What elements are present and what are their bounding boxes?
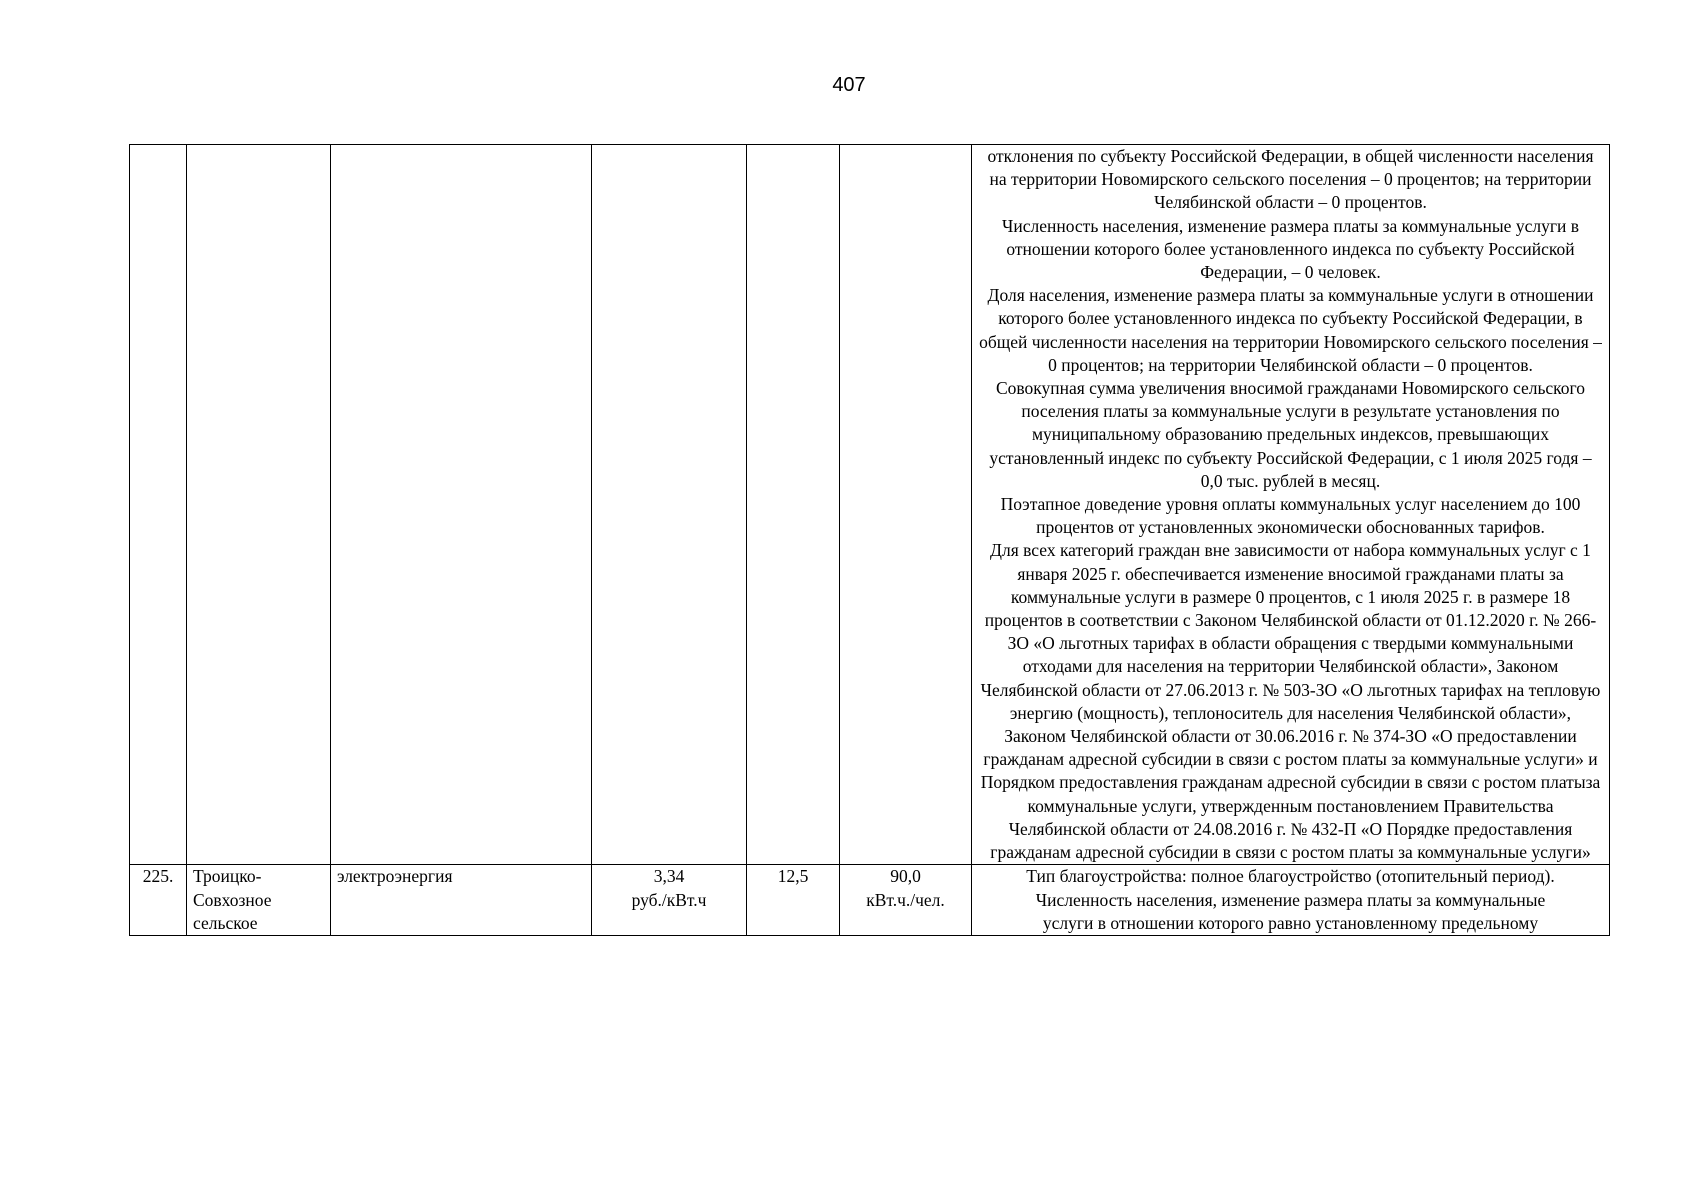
settlement-line: сельское — [193, 912, 258, 933]
description-paragraph: Для всех категорий граждан вне зависимости от набора коммунальных услуг с 1 января 2025 г. обеспечивается изменение вносимой гражданами платы за коммунальные услуги в размере 0 процентов, с 1 июля 2025 г. в размере 18 процентов в соответствии с Законом Челябинской области от 01.12.2020 г. № 266-ЗО «О льготных тарифах в области обращения с твердыми коммунальными отходами для населения на территории Челябинской области», Законом Челябинской области от 27.06.2013 г. № 503-ЗО «О льготных тарифах на тепловую энергию (мощность), теплоноситель для населения Челябинской области», Законом Челябинской области от 30.06.2016 г. № 374-ЗО «О предоставлении гражданам адресной субсидии в связи с ростом платы за коммунальные услуги» и Порядком предоставления гражданам адресной субсидии в связи с ростом платыза коммунальные услуги, утвержденным постановлением Правительства Челябинской области от 24.08.2016 г. № 432-П «О Порядке предоставления гражданам адресной субсидии в связи с ростом платы за коммунальные услуги» — [980, 540, 1601, 863]
norm-unit: кВт.ч./чел. — [866, 889, 945, 910]
description-paragraph: Поэтапное доведение уровня оплаты коммунальных услуг населением до 100 процентов от установленных экономически обоснованных тарифов. — [1000, 494, 1581, 538]
settlement-line: Совхозное — [193, 889, 272, 910]
norm-value: 90,0 — [890, 866, 921, 887]
description-paragraph: Численность населения, изменение размера платы за коммунальные услуги в отношении которого более установленного индекса по субъекту Российской Федерации, – 0 человек. — [1001, 215, 1580, 283]
tariff-value: 3,34 — [653, 866, 685, 887]
cell-norm — [840, 145, 972, 865]
description-paragraph: отклонения по субъекту Российской Федерации, в общей численности населения на территории Новомирского сельского поселения – 0 процентов; на территории Челябинской области – 0 процентов. — [987, 146, 1594, 213]
cell-index — [747, 145, 840, 865]
description-paragraph: Доля населения, изменение размера платы за коммунальные услуги в отношении которого более установленного индекса по субъекту Российской Федерации, в общей численности населения на территории Новомирского сельского поселения – 0 процентов; на территории Челябинской области – 0 процентов. — [979, 285, 1602, 375]
tariff-unit: руб./кВт.ч — [631, 889, 707, 910]
description-line: Численность населения, изменение размера платы за коммунальные — [1035, 889, 1546, 910]
tariff-cell — [592, 865, 747, 936]
cell-number — [130, 145, 187, 865]
cell-description — [972, 145, 1610, 865]
row-description — [972, 865, 1610, 936]
settlement-line: Троицко- — [193, 866, 262, 887]
index-value: 12,5 — [747, 865, 840, 936]
settlement-name — [187, 865, 331, 936]
service-name: электроэнергия — [331, 865, 592, 936]
tariff-table — [129, 144, 1610, 936]
description-line: услуги в отношении которого равно установленному предельному — [1042, 912, 1539, 933]
cell-service — [331, 145, 592, 865]
row-number: 225. — [130, 865, 187, 936]
cell-tariff — [592, 145, 747, 865]
continuation-row — [130, 145, 1610, 865]
page-number: 407 — [832, 74, 866, 96]
description-paragraph: Совокупная сумма увеличения вносимой гражданами Новомирского сельского поселения платы за коммунальные услуги в результате установления по муниципальному образованию предельных индексов, превышающих установленный индекс по субъекту Российской Федерации, с 1 июля 2025 годя – 0,0 тыс. рублей в месяц. — [989, 378, 1592, 491]
norm-cell — [840, 865, 972, 936]
cell-settlement — [187, 145, 331, 865]
description-line: Тип благоустройства: полное благоустройство (отопительный период). — [1026, 866, 1555, 887]
table-row-225 — [130, 865, 1610, 936]
